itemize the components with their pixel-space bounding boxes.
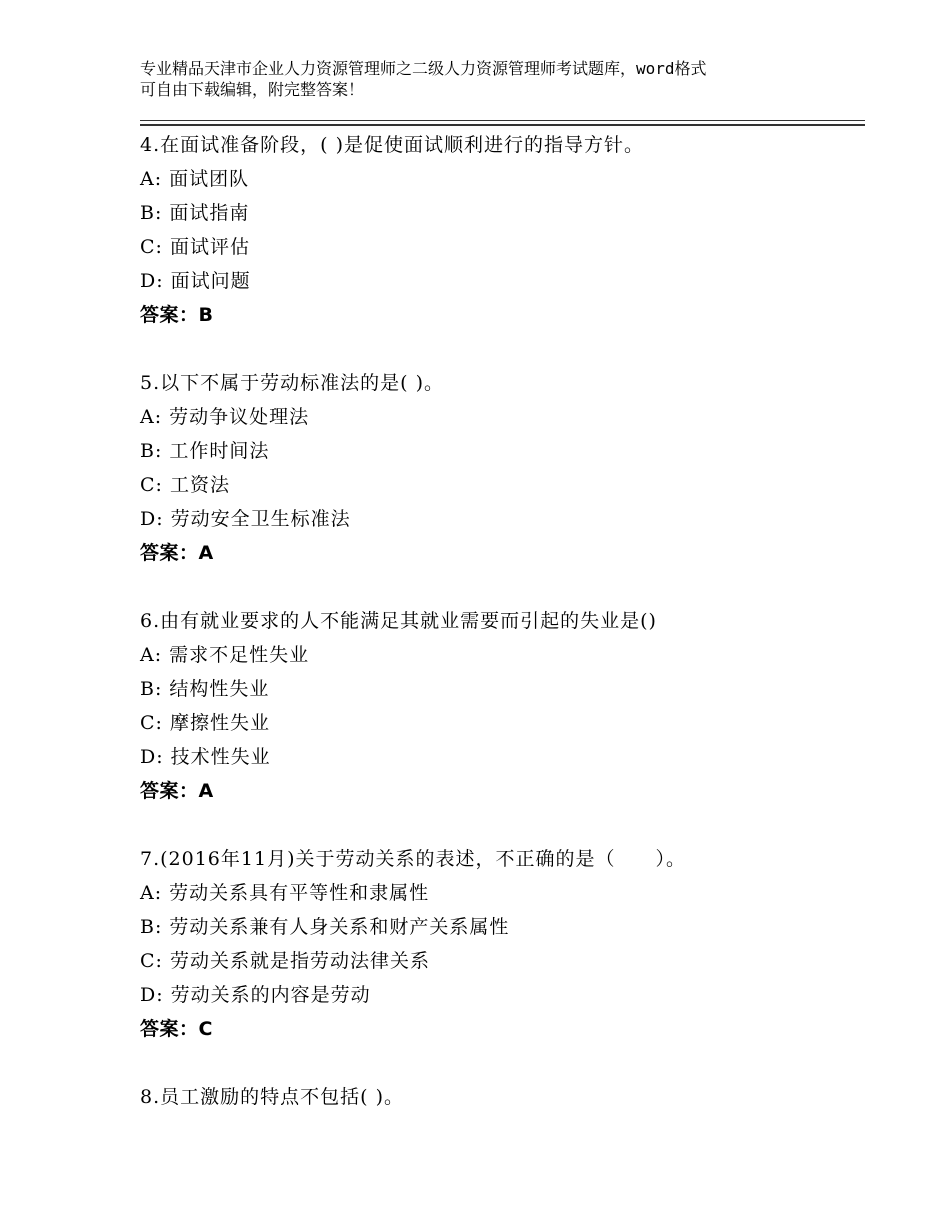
answer-line: 答案：B [140,304,214,326]
option-b: B: 劳动关系兼有人身关系和财产关系属性 [140,916,510,938]
spacer [140,1046,865,1080]
option-a: A: 劳动关系具有平等性和隶属性 [140,882,430,904]
option-c: C: 摩擦性失业 [140,712,270,734]
question-list [140,128,865,1114]
question-stem: 7.(2016年11月)关于劳动关系的表述，不正确的是（ ）。 [140,848,686,870]
header-line-2: 可自由下载编辑，附完整答案！ [140,80,365,99]
answer-line: 答案：A [140,542,214,564]
option-c: C: 劳动关系就是指劳动法律关系 [140,950,430,972]
question-stem: 5.以下不属于劳动标准法的是( )。 [140,372,444,394]
answer-line: 答案：A [140,780,214,802]
header-line-1: 专业精品天津市企业人力资源管理师之二级人力资源管理师考试题库，word格式 [140,59,707,78]
question-8 [140,1080,865,1114]
spacer [140,808,865,842]
option-c: C: 面试评估 [140,236,250,258]
option-a: A: 劳动争议处理法 [140,406,310,428]
option-d: D: 劳动关系的内容是劳动 [140,984,371,1006]
option-d: D: 劳动安全卫生标准法 [140,508,351,530]
question-stem: 4.在面试准备阶段，( )是促使面试顺利进行的指导方针。 [140,134,644,156]
option-a: A: 面试团队 [140,168,250,190]
header-divider-thick [140,124,865,126]
question-4 [140,128,865,366]
document-header [140,58,820,100]
answer-line: 答案：C [140,1018,213,1040]
question-7 [140,842,865,1080]
option-a: A: 需求不足性失业 [140,644,310,666]
option-d: D: 技术性失业 [140,746,271,768]
spacer [140,570,865,604]
question-6 [140,604,865,842]
option-b: B: 工作时间法 [140,440,270,462]
option-b: B: 结构性失业 [140,678,270,700]
option-c: C: 工资法 [140,474,230,496]
option-d: D: 面试问题 [140,270,251,292]
question-stem: 6.由有就业要求的人不能满足其就业需要而引起的失业是() [140,610,657,632]
question-5 [140,366,865,604]
question-stem: 8.员工激励的特点不包括( )。 [140,1086,404,1108]
option-b: B: 面试指南 [140,202,250,224]
header-divider-thin [140,120,865,121]
spacer [140,332,865,366]
